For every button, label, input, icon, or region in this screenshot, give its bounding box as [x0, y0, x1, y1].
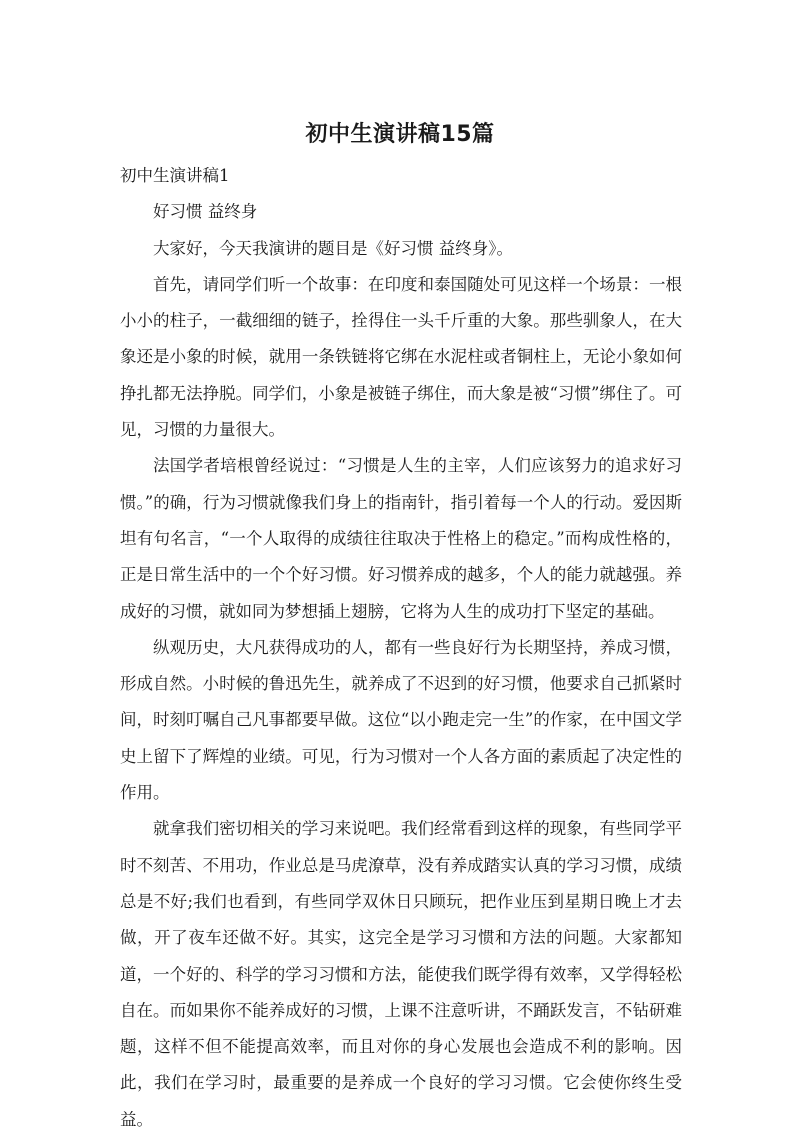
paragraph: 就拿我们密切相关的学习来说吧。我们经常看到这样的现象，有些同学平时不刻苦、不用功，作业总是马虎潦草，没有养成踏实认真的学习习惯，成绩总是不好;我们也看到，有些同学双休日只顾玩，把作业压到星期日晚上才去做，开了夜车还做不好。其实，这完全是学习习惯和方法的问题。大家都知道，一个好的、科学的学习习惯和方法，能使我们既学得有效率，又学得轻松自在。而如果你不能养成好的习惯，上课不注意听讲，不踊跃发言，不钻研难题，这样不但不能提高效率，而且对你的身心发展也会造成不利的影响。因此，我们在学习时，最重要的是养成一个良好的学习习惯。它会使你终生受益。: [120, 819, 682, 1129]
document-title: 初中生演讲稿15篇: [305, 122, 495, 147]
document-body: [120, 158, 682, 1138]
paragraph: 大家好，今天我演讲的题目是《好习惯 益终身》。: [153, 238, 513, 258]
paragraph: 纵观历史，大凡获得成功的人，都有一些良好行为长期坚持，养成习惯，形成自然。小时候的鲁迅先生，就养成了不迟到的好习惯，他要求自己抓紧时间，时刻叮嘱自己凡事都要早做。这位“以小跑走完一生”的作家，在中国文学史上留下了辉煌的业绩。可见，行为习惯对一个人各方面的素质起了决定性的作用。: [120, 637, 682, 803]
paragraph: 首先，请同学们听一个故事：在印度和泰国随处可见这样一个场景：一根小小的柱子，一截细细的链子，拴得住一头千斤重的大象。那些驯象人，在大象还是小象的时候，就用一条铁链将它绑在水泥柱或者铜柱上，无论小象如何挣扎都无法挣脱。同学们，小象是被链子绑住，而大象是被“习惯”绑住了。可见，习惯的力量很大。: [120, 274, 682, 440]
section-heading: 初中生演讲稿1: [120, 166, 230, 185]
paragraph: 法国学者培根曾经说过：“习惯是人生的主宰，人们应该努力的追求好习惯。”的确，行为习惯就像我们身上的指南针，指引着每一个人的行动。爱因斯坦有句名言，“一个人取得的成绩往往取决于性格上的稳定。”而构成性格的，正是日常生活中的一个个好习惯。好习惯养成的越多，个人的能力就越强。养成好的习惯，就如同为梦想插上翅膀，它将为人生的成功打下坚定的基础。: [120, 456, 682, 621]
speech-title: 好习惯 益终身: [153, 202, 258, 222]
